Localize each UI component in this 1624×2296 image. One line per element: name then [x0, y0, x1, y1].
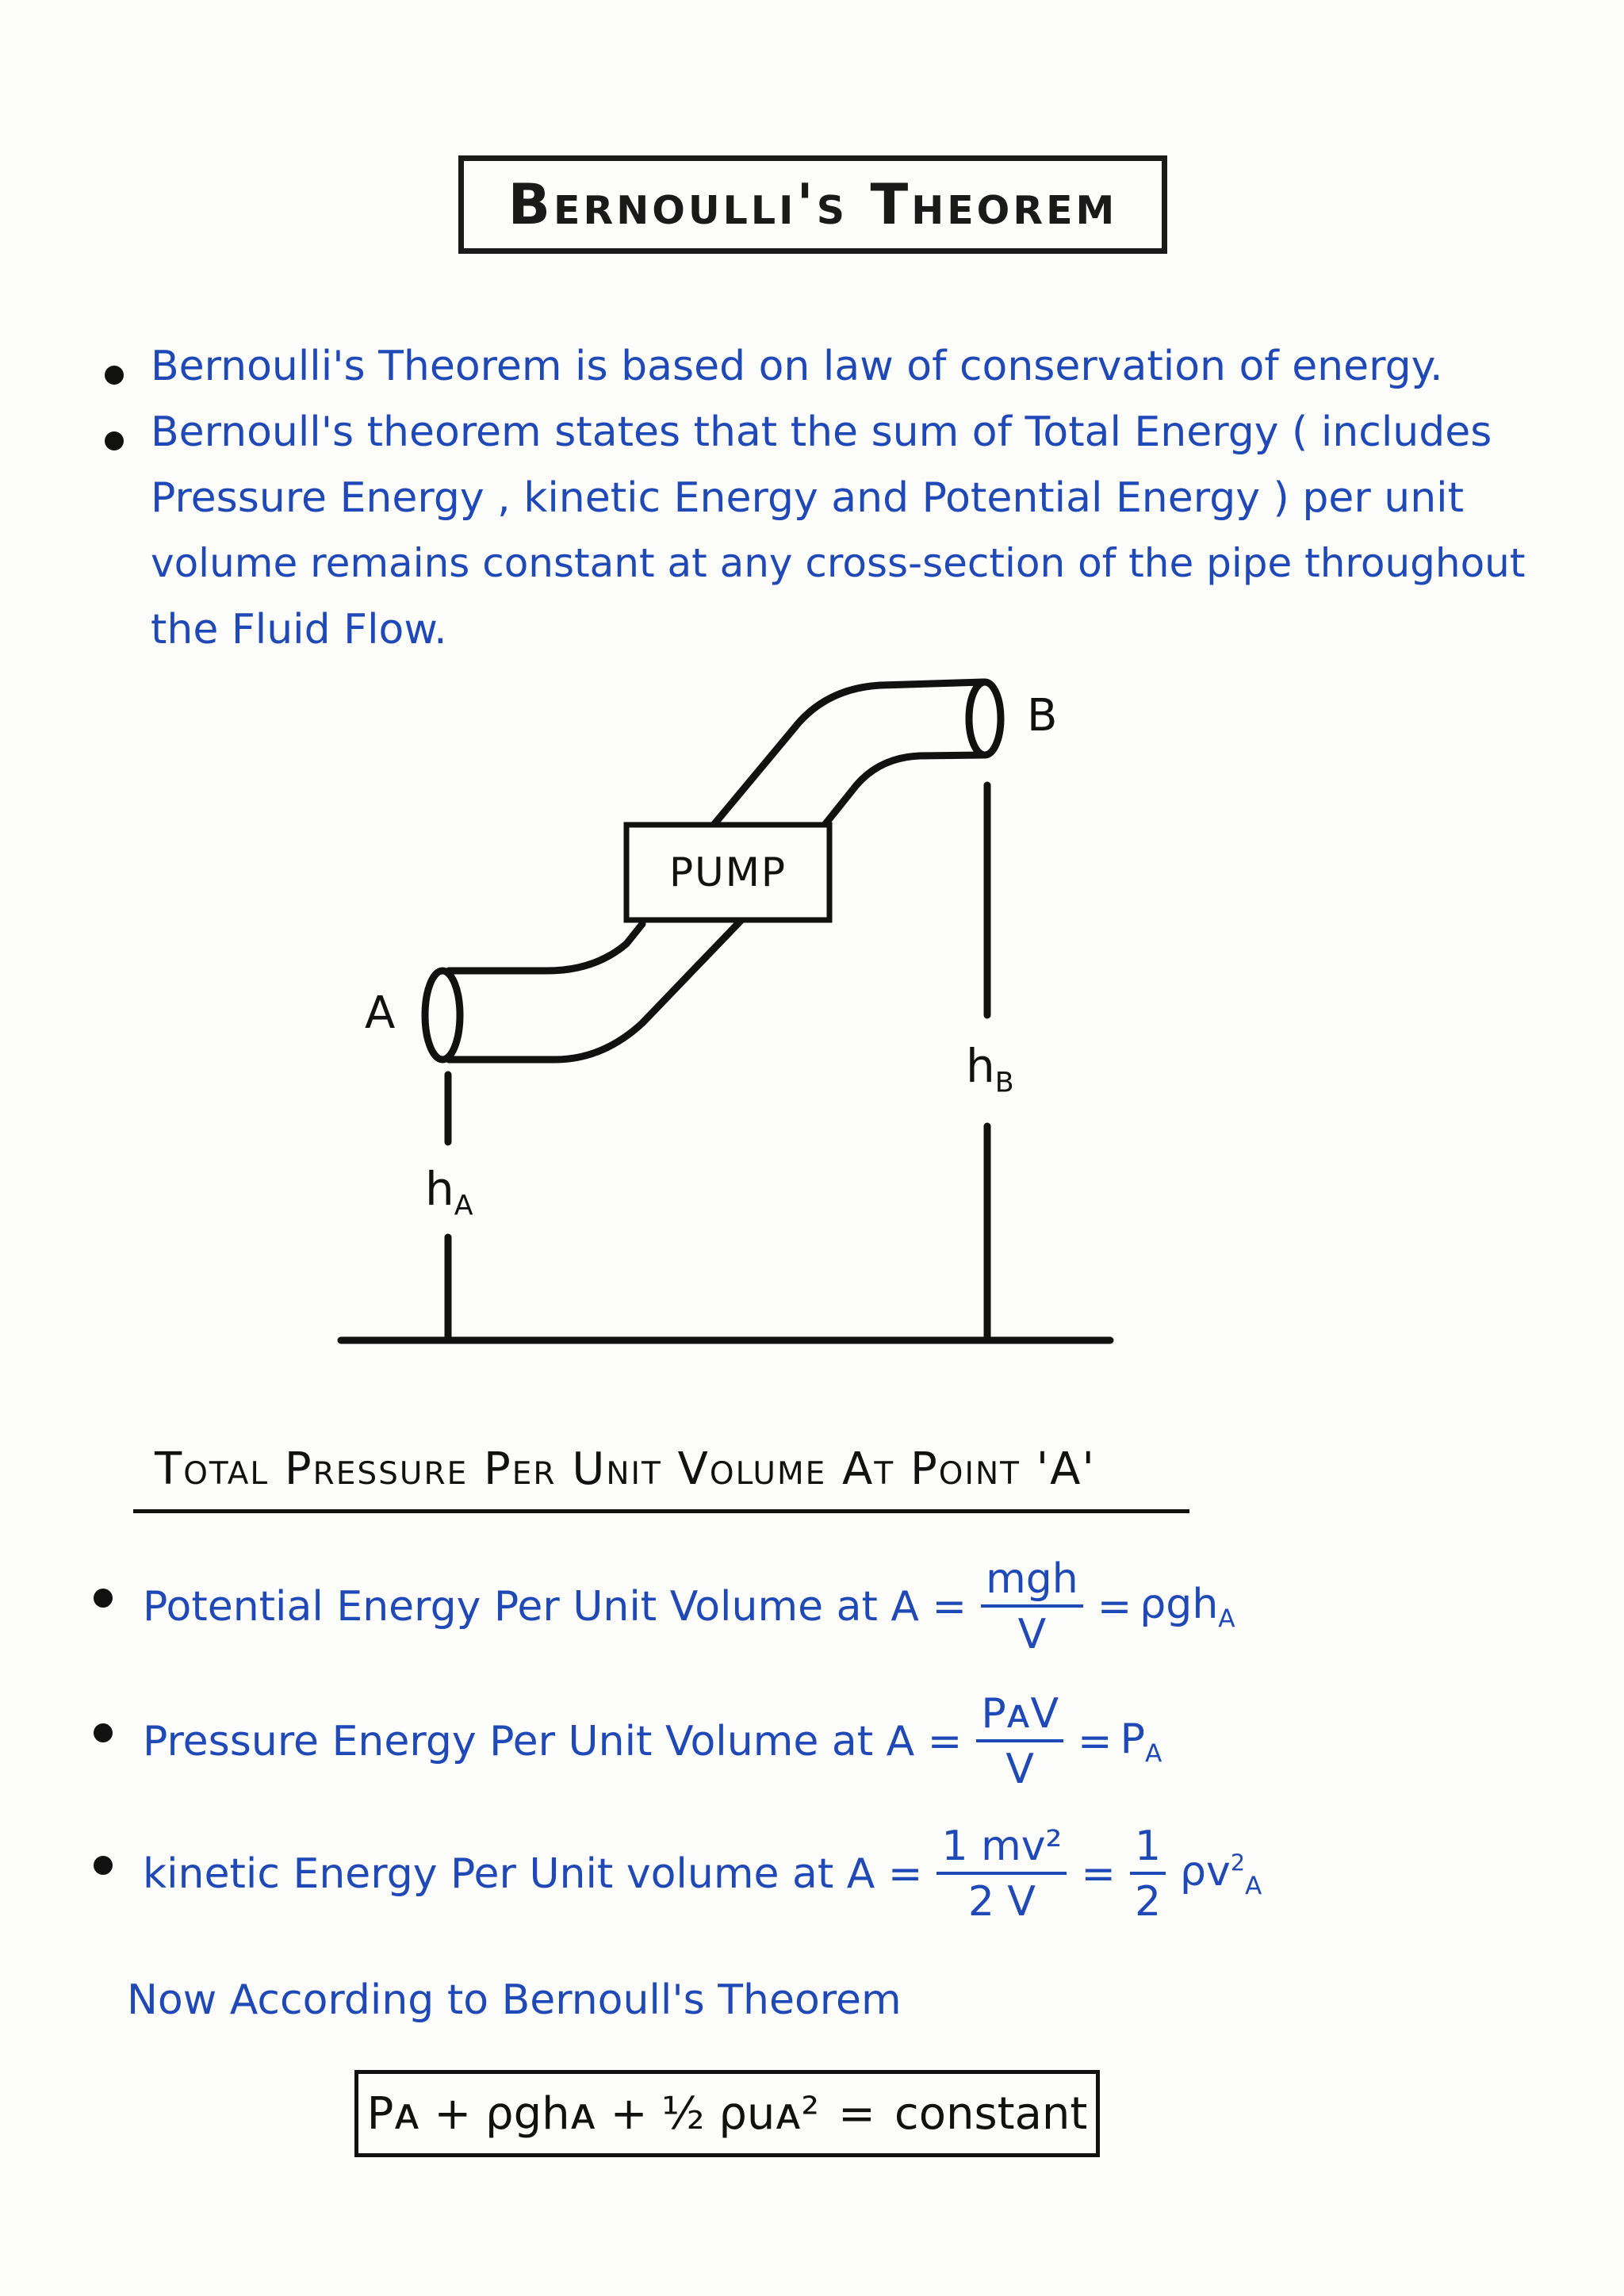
intro-bullet-2-line3: volume remains constant at any cross-section of the pipe throughout — [151, 540, 1526, 586]
pipe-upper-edge-a — [449, 924, 642, 971]
final-equation-box — [354, 2070, 1100, 2157]
pipe-end-a — [425, 971, 460, 1060]
potential-energy-row: Potential Energy Per Unit Volume at A = $\frac{\text{mgh}}{V}$ = ρgh$_A$ — [143, 1555, 1235, 1658]
bullet-dot — [94, 1856, 113, 1875]
intro-bullet-1: Bernoulli's Theorem is based on law of conservation of energy. — [151, 343, 1443, 390]
pressure-energy-label: Pressure Energy Per Unit Volume at A = — [143, 1718, 963, 1765]
potential-energy-label: Potential Energy Per Unit Volume at A = — [143, 1583, 967, 1631]
pipe-end-b — [969, 682, 1001, 755]
pipe-lower-edge-a — [449, 920, 741, 1060]
pressure-result: $P_A$ — [1120, 1715, 1162, 1769]
kinetic-fraction: $\frac{\text{1 mv²}}{2 V}$ — [936, 1826, 1067, 1922]
kinetic-energy-row: kinetic Energy Per Unit volume at A = $\frac{\text{1 mv²}}{2 V}$ = $\frac{1}{2}$ $\rho v^2_A$ — [143, 1823, 1262, 1926]
conclusion-text: Now According to Bernoull's Theorem — [127, 1976, 902, 2024]
potential-fraction: $\frac{\text{mgh}}{V}$ — [981, 1558, 1083, 1655]
section-heading: Total Pressure Per Unit Volume At Point 'A' — [155, 1443, 1096, 1495]
kinetic-energy-label: kinetic Energy Per Unit volume at A = — [143, 1850, 923, 1898]
pressure-energy-row: Pressure Energy Per Unit Volume at A = $\frac{\text{PᴀV}}{V}$ = $P_A$ — [143, 1690, 1162, 1793]
equation-equals: = — [838, 2087, 875, 2140]
intro-bullet-2: Bernoull's theorem states that the sum of Total Energy ( includes — [151, 408, 1492, 456]
pipe-lower-edge-b — [825, 755, 983, 825]
pressure-fraction: $\frac{\text{PᴀV}}{V}$ — [976, 1693, 1063, 1790]
pump-label: PUMP — [668, 849, 787, 895]
bullet-dot — [94, 1723, 113, 1742]
equation-lhs: Pᴀ + ρghᴀ + ½ ρuᴀ² — [366, 2087, 819, 2140]
height-a-label: $h_A$ — [425, 1162, 473, 1222]
intro-bullet-2-line4: the Fluid Flow. — [151, 606, 447, 654]
equation-rhs: constant — [894, 2087, 1088, 2140]
heading-underline — [133, 1509, 1189, 1513]
label-a: A — [365, 987, 396, 1039]
kinetic-result: $\rho v^2_A$ — [1180, 1847, 1262, 1901]
label-b: B — [1027, 690, 1058, 742]
bullet-dot — [94, 1589, 113, 1608]
half-fraction: $\frac{1}{2}$ — [1130, 1826, 1166, 1922]
page-title: Bernoulli's Theorem — [508, 172, 1118, 237]
height-b-label: $h_B$ — [966, 1039, 1014, 1099]
intro-bullet-2-line2: Pressure Energy , kinetic Energy and Potential Energy ) per unit — [151, 474, 1465, 522]
potential-result: ρgh$_A$ — [1139, 1580, 1235, 1634]
